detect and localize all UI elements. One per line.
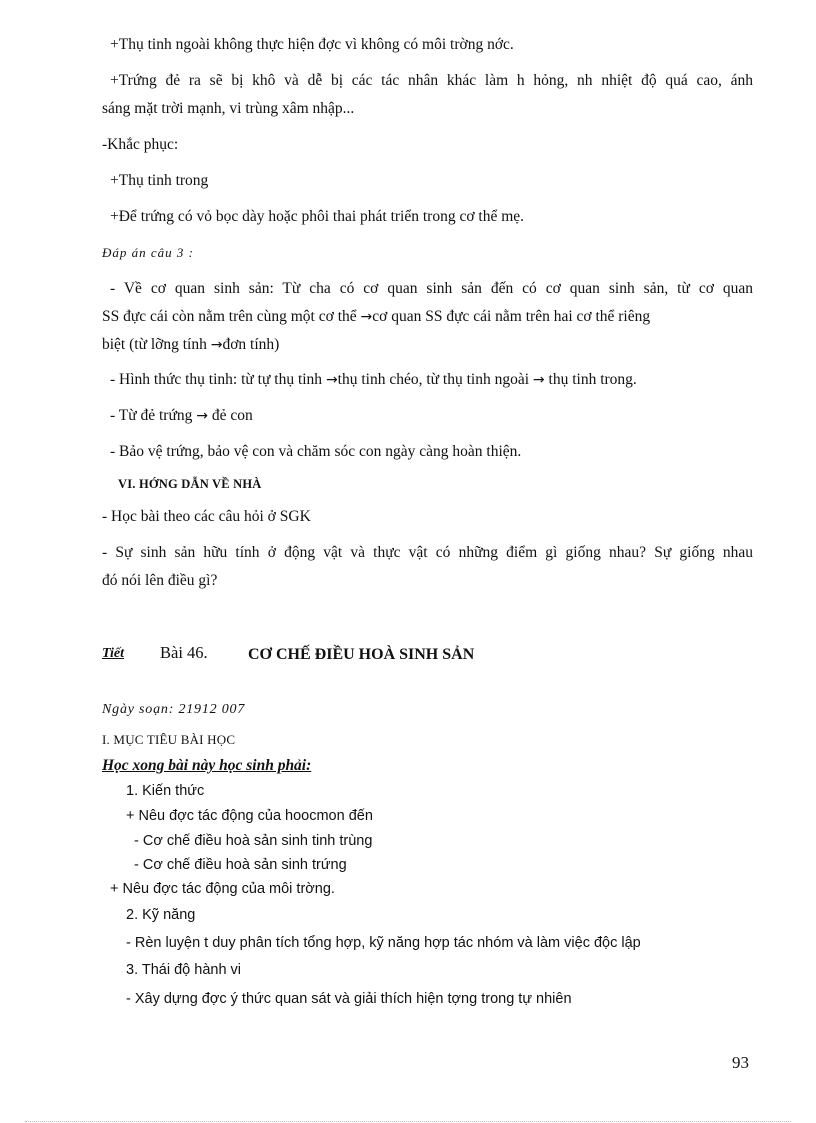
text-fragment: - Từ đẻ trứng bbox=[110, 407, 197, 424]
text-line: -Khắc phục: bbox=[102, 136, 179, 153]
section-heading: VI. HỚNG DẪN VỀ NHÀ bbox=[118, 477, 262, 491]
text-line: + Nêu đợc tác động của hoocmon đến bbox=[126, 808, 373, 824]
text-line: +Thụ tinh trong bbox=[110, 172, 209, 189]
text-line: - Xây dựng đợc ý thức quan sát và giải thích hiện tợng trong tự nhiên bbox=[126, 991, 572, 1007]
text-line: sáng mặt trời mạnh, vi trùng xâm nhập... bbox=[102, 100, 355, 117]
lesson-title: CƠ CHẾ ĐIỀU HOÀ SINH SẢN bbox=[248, 646, 475, 663]
text-line: 2. Kỹ năng bbox=[126, 907, 196, 923]
text-line bbox=[110, 370, 637, 390]
text-line bbox=[102, 307, 650, 327]
text-line: - Sự sinh sản hữu tính ở động vật và thực vật có những điểm gì giống nhau? Sự giống nhau bbox=[102, 544, 753, 561]
section-heading: I. MỤC TIÊU BÀI HỌC bbox=[102, 732, 236, 747]
text-line: - Bảo vệ trứng, bảo vệ con và chăm sóc con ngày càng hoàn thiện. bbox=[110, 443, 522, 460]
text-line: - Cơ chế điều hoà sản sinh tinh trùng bbox=[134, 833, 373, 849]
lesson-number: Bài 46. bbox=[160, 643, 208, 662]
text-fragment: đẻ con bbox=[207, 407, 253, 424]
text-fragment: thụ tinh chéo, từ thụ tinh ngoài bbox=[337, 371, 533, 388]
text-fragment: đơn tính) bbox=[222, 336, 280, 353]
arrow-icon: → bbox=[325, 372, 338, 388]
text-line bbox=[110, 406, 253, 426]
text-fragment: biệt (từ lỡng tính bbox=[102, 336, 211, 353]
text-fragment: thụ tinh trong. bbox=[544, 371, 637, 388]
text-fragment: - Hình thức thụ tinh: từ tự thụ tinh bbox=[110, 371, 326, 388]
text-line: 3. Thái độ hành vi bbox=[126, 962, 242, 978]
text-line: đó nói lên điều gì? bbox=[102, 572, 218, 589]
tiet-label: Tiết bbox=[102, 646, 125, 661]
text-line bbox=[102, 335, 279, 355]
text-line: +Thụ tinh ngoài không thực hiện đợc vì không có môi trờng nớc. bbox=[110, 36, 514, 53]
text-fragment: cơ quan SS đực cái nằm trên hai cơ thể riêng bbox=[372, 308, 651, 325]
text-line: - Cơ chế điều hoà sản sinh trứng bbox=[134, 857, 347, 873]
text-line: - Về cơ quan sinh sản: Từ cha có cơ quan sinh sản đến có cơ quan sinh sản, từ cơ quan bbox=[110, 280, 753, 297]
text-line: 1. Kiến thức bbox=[126, 783, 205, 799]
objective-intro: Học xong bài này học sinh phải: bbox=[102, 757, 312, 774]
text-line: +Trứng đẻ ra sẽ bị khô và dễ bị các tác nhân khác làm h hỏng, nh nhiệt độ quá cao, ánh bbox=[110, 72, 753, 89]
arrow-icon: → bbox=[210, 337, 223, 353]
arrow-icon: → bbox=[360, 309, 373, 325]
text-line: +Để trứng có vỏ bọc dày hoặc phôi thai phát triển trong cơ thể mẹ. bbox=[110, 208, 525, 225]
text-line: - Rèn luyện t duy phân tích tổng hợp, kỹ năng hợp tác nhóm và làm việc độc lập bbox=[126, 935, 641, 951]
answer-heading: Đáp án câu 3 : bbox=[102, 245, 194, 260]
text-fragment: SS đực cái còn nằm trên cùng một cơ thể bbox=[102, 308, 361, 325]
arrow-icon: → bbox=[196, 408, 208, 424]
page-border bbox=[25, 1121, 791, 1122]
text-line: - Học bài theo các câu hỏi ở SGK bbox=[102, 508, 311, 525]
page-number: 93 bbox=[732, 1053, 749, 1072]
arrow-icon: → bbox=[532, 372, 545, 388]
prep-date: Ngày soạn: 21912 007 bbox=[102, 702, 246, 717]
text-line: + Nêu đợc tác động của môi trờng. bbox=[110, 881, 335, 897]
